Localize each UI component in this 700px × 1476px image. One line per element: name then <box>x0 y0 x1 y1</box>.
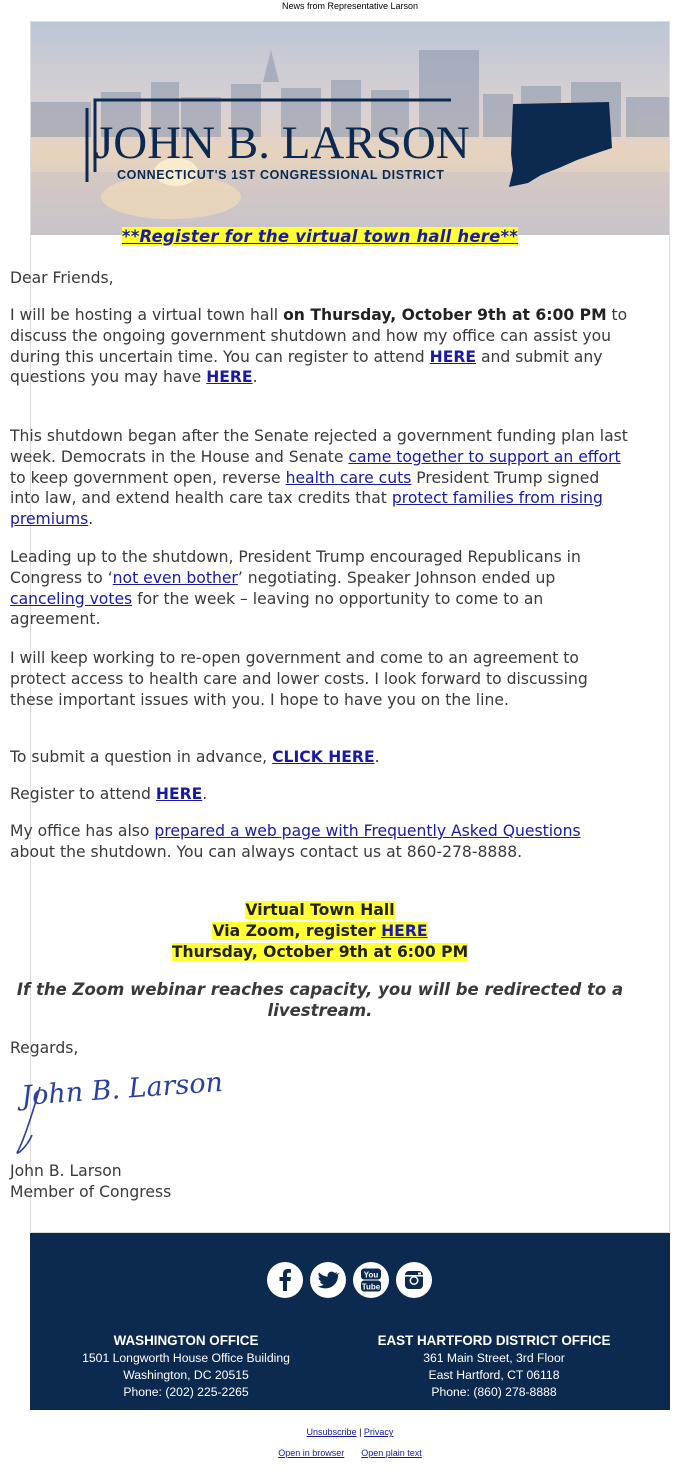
text: to keep government open, reverse <box>10 468 286 487</box>
washington-phone: Phone: (202) 225-2265 <box>123 1385 249 1399</box>
closing: Regards, <box>10 1039 79 1057</box>
washington-address-1: 1501 Longworth House Office Building <box>82 1351 290 1365</box>
town-hall-date: Thursday, October 9th at 6:00 PM <box>171 942 469 961</box>
district-phone: Phone: (860) 278-8888 <box>431 1385 557 1399</box>
district-office <box>344 1331 644 1401</box>
twitter-glyph <box>310 1262 346 1298</box>
district-address-1: 361 Main Street, 3rd Floor <box>423 1351 565 1365</box>
text: ’ negotiating. Speaker Johnson ended up <box>237 568 556 587</box>
protect-families-link[interactable]: protect families from rising premiums <box>10 489 603 529</box>
facebook-icon[interactable] <box>267 1262 303 1298</box>
unsubscribe-row <box>0 1427 700 1437</box>
open-plain-text-link[interactable]: Open plain text <box>361 1448 422 1458</box>
facebook-glyph <box>267 1262 303 1298</box>
town-hall-box <box>10 900 630 962</box>
youtube-icon[interactable] <box>353 1262 389 1298</box>
youtube-tube: Tube <box>361 1282 381 1292</box>
town-hall-title: Virtual Town Hall <box>245 901 395 919</box>
came-together-link[interactable]: came together to support an effort <box>348 447 621 466</box>
text: for the week – leaving no opportunity to come to an agreement. <box>10 589 544 629</box>
canceling-votes-link[interactable]: canceling votes <box>10 589 133 608</box>
banner-name: JOHN B. LARSON <box>95 117 470 169</box>
questions-here-link[interactable]: HERE <box>206 368 253 387</box>
paragraph-leading-up <box>10 547 630 630</box>
twitter-icon[interactable] <box>310 1262 346 1298</box>
instagram-icon[interactable] <box>396 1262 432 1298</box>
washington-address-2: Washington, DC 20515 <box>123 1368 249 1382</box>
text: about the shutdown. You can always contact us at 860-278-8888. <box>10 842 523 861</box>
washington-office <box>36 1331 336 1401</box>
banner-graphic <box>31 22 669 235</box>
paragraph-keep-working: I will keep working to re-open government and come to an agreement to protect access to health care and lower costs. I look forward to discussing these important issues with you. I hope to have you on the line. <box>10 649 588 709</box>
district-office-title: EAST HARTFORD DISTRICT OFFICE <box>377 1333 611 1348</box>
register-here-link[interactable]: HERE <box>429 347 477 366</box>
text: This shutdown began after the Senate rejected a government funding plan last week. Democrats in the House and Senate <box>10 427 628 466</box>
text: To submit a question in advance, <box>10 748 273 766</box>
text: . <box>88 510 94 529</box>
paragraph-faq <box>10 821 630 863</box>
text: Via Zoom, register <box>212 921 382 940</box>
text: My office has also <box>10 822 155 840</box>
washington-office-title: WASHINGTON OFFICE <box>113 1333 259 1348</box>
register-attend-link[interactable]: HERE <box>155 785 203 803</box>
not-even-bother-link[interactable]: not even bother <box>112 568 238 587</box>
signature-text: John B. Larson <box>20 1066 224 1112</box>
health-care-cuts-link[interactable]: health care cuts <box>285 468 412 487</box>
preheader-text: News from Representative Larson <box>281 1 419 11</box>
text: Leading up to the shutdown, President Trump encouraged Republicans in Congress to ‘ <box>10 548 581 587</box>
text: President Trump signed into law, and extend health care tax credits that <box>10 468 600 508</box>
footer <box>30 1233 670 1410</box>
text: . <box>202 785 208 803</box>
header-banner <box>31 22 669 235</box>
text: . <box>252 368 258 387</box>
paragraph-town-hall <box>10 305 630 388</box>
paragraph-shutdown <box>10 426 630 530</box>
signer-name: John B. Larson <box>10 1162 122 1180</box>
text: Register to attend <box>10 785 156 803</box>
greeting: Dear Friends, <box>10 269 114 287</box>
zoom-capacity-note: If the Zoom webinar reaches capacity, you will be redirected to a livestream. <box>16 980 624 1020</box>
zoom-register-link[interactable]: HERE <box>381 921 428 940</box>
instagram-glyph <box>396 1262 432 1298</box>
district-address-2: East Hartford, CT 06118 <box>428 1368 560 1382</box>
text: I will be hosting a virtual town hall <box>10 306 284 324</box>
signer-title: Member of Congress <box>10 1183 172 1201</box>
faq-link[interactable]: prepared a web page with Frequently Asked Questions <box>154 822 581 840</box>
signature-graphic <box>10 1065 230 1157</box>
unsubscribe-link[interactable]: Unsubscribe <box>306 1427 357 1437</box>
signature <box>10 1065 630 1155</box>
open-in-browser-link[interactable]: Open in browser <box>278 1448 345 1458</box>
separator: | <box>356 1427 364 1437</box>
youtube-you: You <box>363 1270 379 1280</box>
town-hall-via <box>212 922 427 940</box>
banner-district: CONNECTICUT'S 1ST CONGRESSIONAL DISTRICT <box>117 168 445 182</box>
open-links-row <box>0 1448 700 1458</box>
privacy-link[interactable]: Privacy <box>363 1427 394 1437</box>
text: to discuss the ongoing government shutdown and how my office can assist you during this uncertain time. You can register to attend <box>10 306 628 366</box>
click-here-link[interactable]: CLICK HERE <box>272 748 375 766</box>
text: . <box>374 748 380 766</box>
youtube-glyph <box>353 1262 389 1298</box>
paragraph-submit-question <box>10 747 630 768</box>
text: and submit any questions you may have <box>10 347 603 387</box>
paragraph-register <box>10 784 630 805</box>
social-links <box>267 1262 432 1298</box>
register-town-hall-link[interactable]: **Register for the virtual town hall here** <box>121 227 519 246</box>
date-emphasis: on Thursday, October 9th at 6:00 PM <box>283 306 607 324</box>
